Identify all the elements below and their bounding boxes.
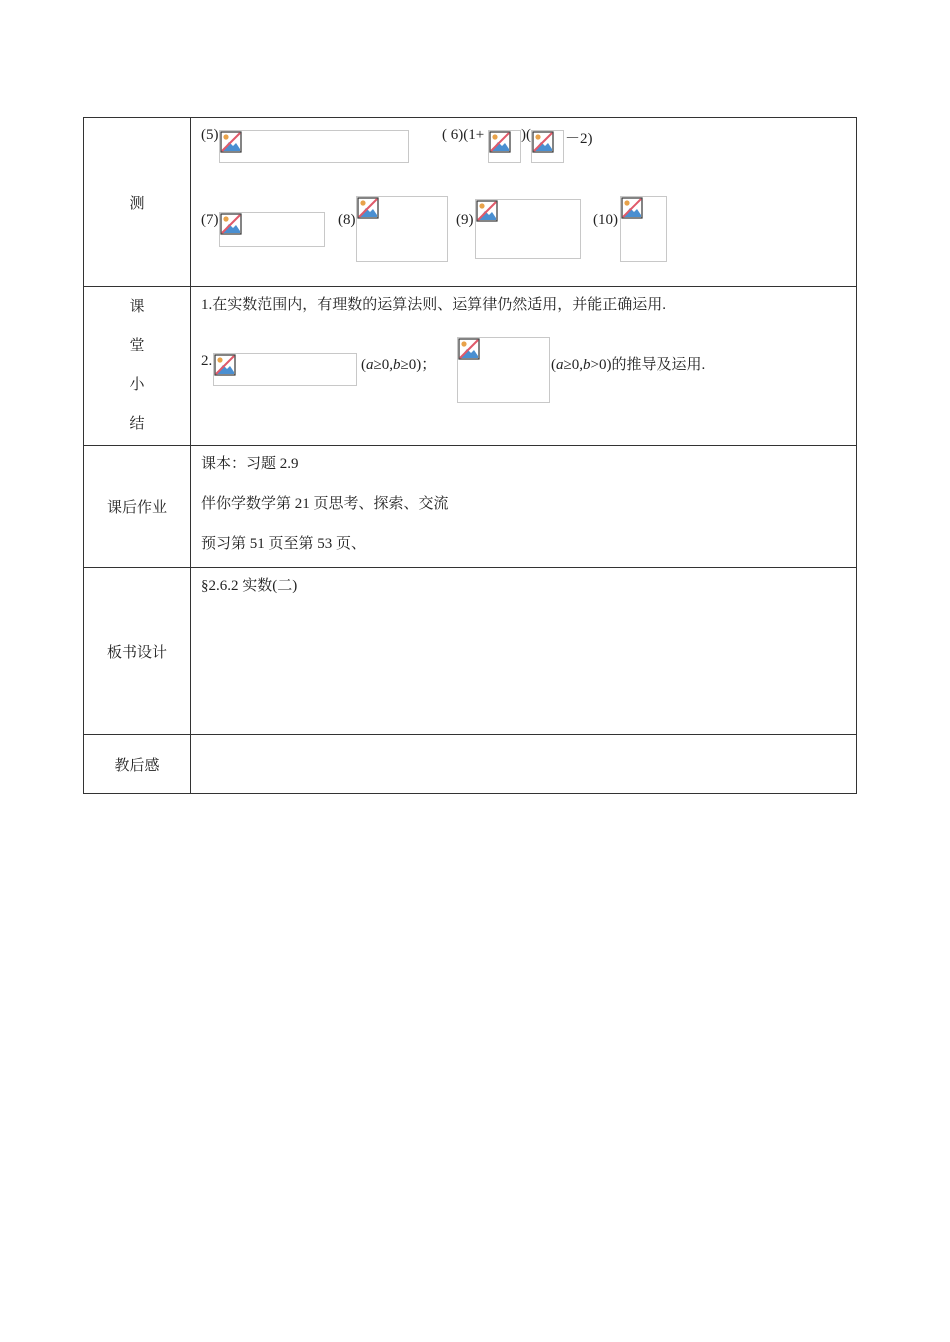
- broken-image-icon: [532, 131, 554, 153]
- row-label-homework: 课后作业: [84, 446, 191, 568]
- formula-image: [531, 130, 564, 163]
- broken-image-icon: [220, 131, 242, 153]
- label-char: 课: [129, 299, 145, 315]
- item-6-end: －2): [565, 131, 593, 147]
- row-homework: [84, 446, 857, 568]
- broken-image-icon: [214, 354, 236, 376]
- item-7-label: (7): [201, 212, 219, 228]
- summary-line-1: 1.在实数范围内，有理数的运算法则、运算律仍然适用，并能正确运用.: [201, 297, 667, 313]
- item-5-label: (5): [201, 127, 219, 143]
- homework-line: 课本：习题 2.9: [201, 456, 299, 472]
- formula-image: [219, 130, 409, 163]
- row-label-reflection: 教后感: [84, 735, 191, 794]
- homework-line: 伴你学数学第 21 页思考、探索、交流: [201, 496, 449, 512]
- formula-image: [457, 337, 550, 403]
- item-10-label: (10): [593, 212, 618, 228]
- board-title: §2.6.2 实数(二): [201, 578, 298, 594]
- row-label-summary: [84, 287, 191, 446]
- row-label-test: 测: [84, 118, 191, 287]
- test-content: [191, 118, 857, 287]
- homework-content: [191, 446, 857, 568]
- row-board: [84, 568, 857, 735]
- label-char: 堂: [129, 338, 145, 354]
- broken-image-icon: [220, 213, 242, 235]
- condition-2: (a≥0,b>0)的推导及运用.: [551, 357, 706, 373]
- item-8-label: (8): [338, 212, 356, 228]
- condition-1: (a≥0,b≥0)；: [361, 357, 437, 373]
- row-test: [84, 118, 857, 287]
- summary-content: [191, 287, 857, 446]
- row-label-board: 板书设计: [84, 568, 191, 735]
- formula-image: [620, 196, 667, 262]
- homework-line: 预习第 51 页至第 53 页、: [201, 536, 367, 552]
- formula-image: [356, 196, 448, 262]
- broken-image-icon: [357, 197, 379, 219]
- reflection-content: [191, 735, 857, 794]
- summary-line-2-prefix: 2.: [201, 353, 213, 369]
- broken-image-icon: [489, 131, 511, 153]
- broken-image-icon: [458, 338, 480, 360]
- row-summary: [84, 287, 857, 446]
- item-9-label: (9): [456, 212, 474, 228]
- lesson-plan-table: [83, 117, 857, 794]
- item-6-mid: )(: [521, 127, 531, 143]
- broken-image-icon: [621, 197, 643, 219]
- item-6-label: ( 6)(1+: [442, 127, 485, 143]
- formula-image: [219, 212, 325, 247]
- row-reflection: [84, 735, 857, 794]
- label-char: 结: [129, 416, 145, 432]
- formula-image: [475, 199, 581, 259]
- formula-image: [488, 130, 521, 163]
- board-content: [191, 568, 857, 735]
- label-char: 小: [129, 377, 145, 393]
- formula-image: [213, 353, 357, 386]
- broken-image-icon: [476, 200, 498, 222]
